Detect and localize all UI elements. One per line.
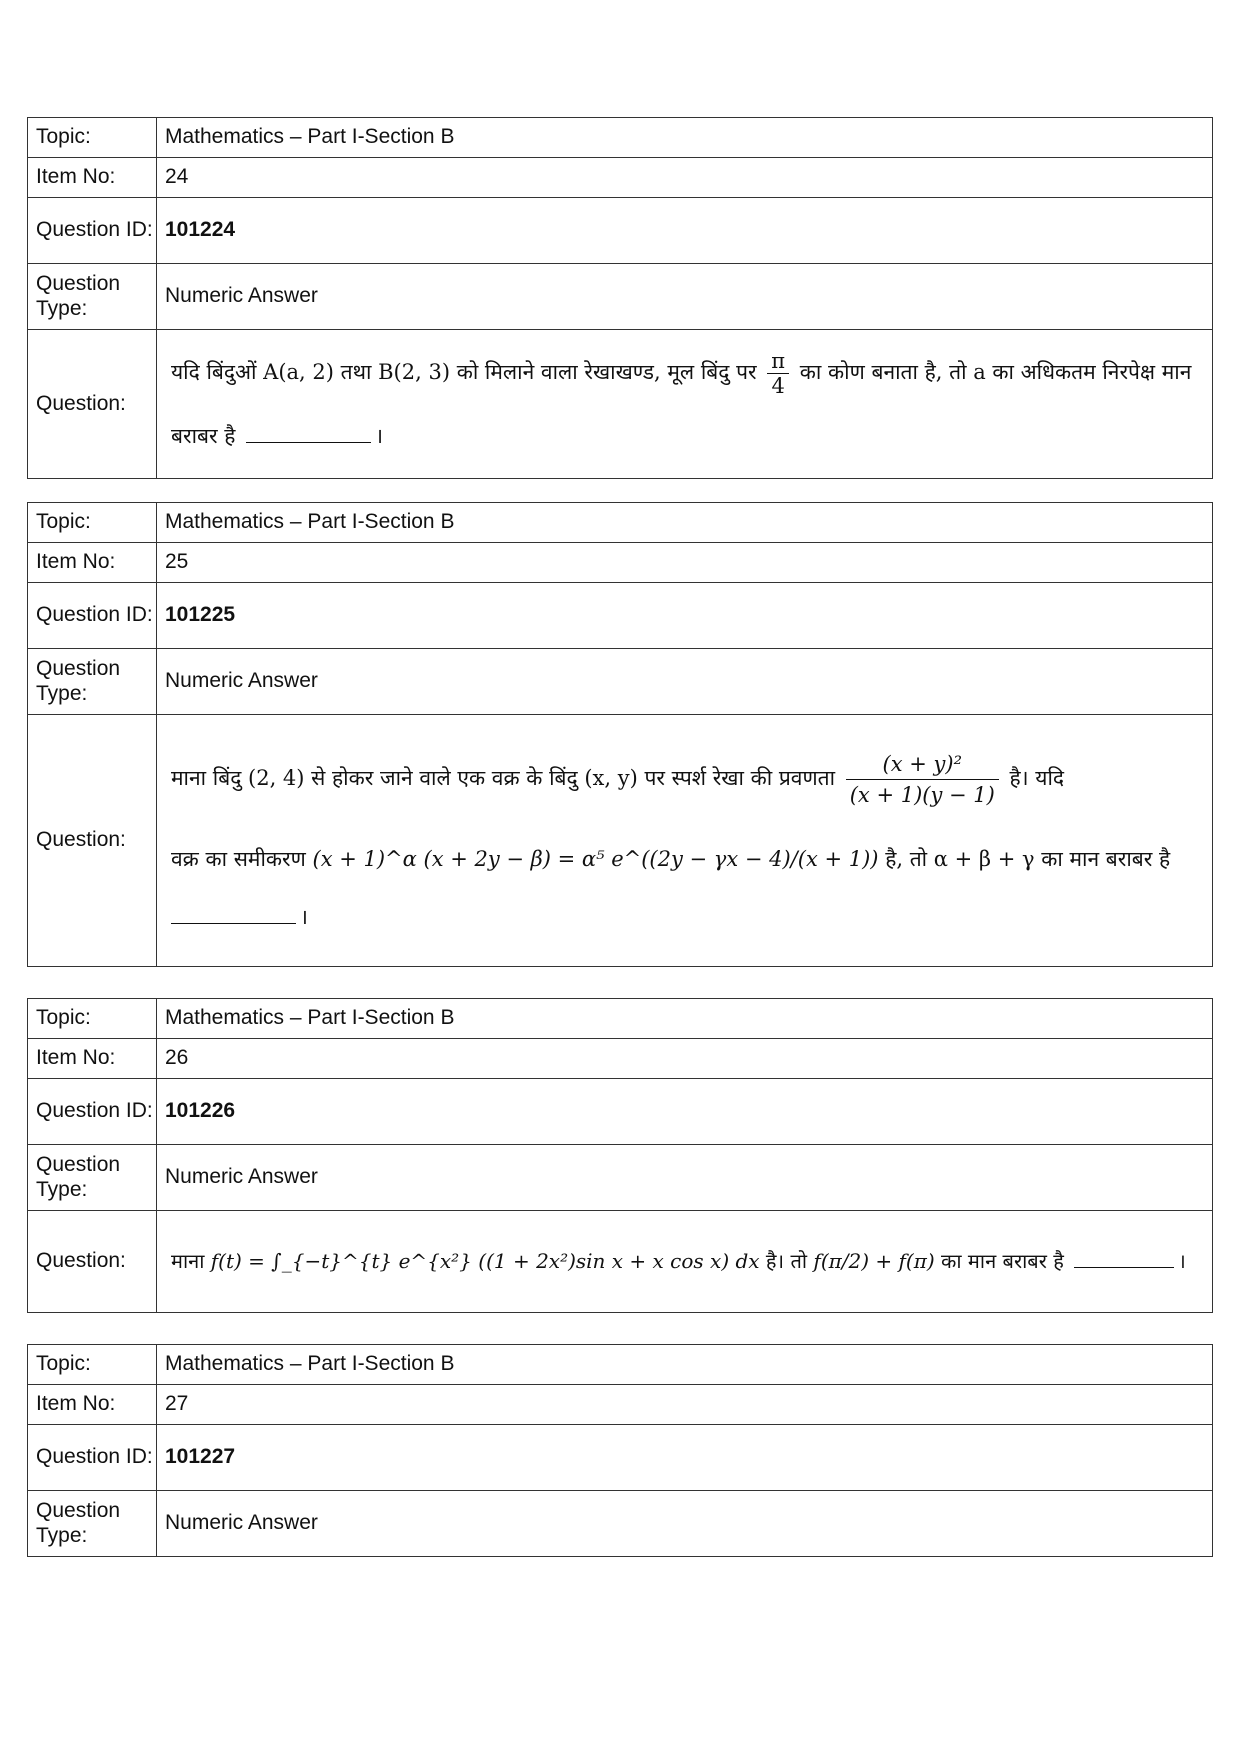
question-post: का कोण बनाता है, तो a का अधिकतम निरपेक्ष मान बराबर है <box>171 360 1192 448</box>
topic-label: Topic: <box>28 503 157 543</box>
question-type-value: Numeric Answer <box>157 649 1213 715</box>
fraction-denominator: (x + 1)(y − 1) <box>849 783 995 807</box>
answer-blank <box>171 923 296 924</box>
item-no-label: Item No: <box>28 543 157 583</box>
question-block-27 <box>27 1344 1213 1557</box>
curve-equation: (x + 1)^α (x + 2y − β) = α⁵ e^((2y − γx − 4)/(x + 1)) <box>312 847 879 871</box>
fraction-numerator: (x + y)² <box>846 749 999 780</box>
item-no-value: 27 <box>157 1385 1213 1425</box>
question-type-label: Question Type: <box>28 1491 157 1557</box>
question-label: Question: <box>28 715 157 967</box>
question-text <box>157 715 1213 967</box>
question-id-value: 101225 <box>157 583 1213 649</box>
question-pre: माना <box>171 1249 205 1273</box>
question-type-label: Question Type: <box>28 264 157 330</box>
question-post: का मान बराबर है <box>941 1249 1064 1273</box>
question-mid: है। यदि <box>1009 766 1065 790</box>
item-no-label: Item No: <box>28 1385 157 1425</box>
question-end: । <box>1178 1249 1186 1273</box>
question-type-value: Numeric Answer <box>157 264 1213 330</box>
question-id-value: 101226 <box>157 1079 1213 1145</box>
answer-blank <box>1074 1267 1174 1268</box>
item-no-label: Item No: <box>28 158 157 198</box>
item-no-value: 25 <box>157 543 1213 583</box>
question-id-label: Question ID: <box>28 1425 157 1491</box>
function-sum: f(π/2) + f(π) <box>813 1249 935 1273</box>
question-type-value: Numeric Answer <box>157 1491 1213 1557</box>
question-mid: है। तो <box>765 1249 808 1273</box>
question-id-label: Question ID: <box>28 1079 157 1145</box>
pi-over-4-fraction <box>767 349 789 398</box>
fraction-denominator: 4 <box>771 374 785 398</box>
topic-label: Topic: <box>28 1345 157 1385</box>
item-no-value: 24 <box>157 158 1213 198</box>
question-id-label: Question ID: <box>28 198 157 264</box>
slope-fraction <box>846 749 999 810</box>
question-label: Question: <box>28 330 157 479</box>
question-text <box>157 1211 1213 1313</box>
topic-value: Mathematics – Part I-Section B <box>157 1345 1213 1385</box>
topic-value: Mathematics – Part I-Section B <box>157 503 1213 543</box>
question-block-26 <box>27 998 1213 1313</box>
question-end: । <box>375 424 384 448</box>
topic-label: Topic: <box>28 118 157 158</box>
question-type-value: Numeric Answer <box>157 1145 1213 1211</box>
question-id-label: Question ID: <box>28 583 157 649</box>
item-no-value: 26 <box>157 1039 1213 1079</box>
question-end: । <box>300 905 308 929</box>
question-label: Question: <box>28 1211 157 1313</box>
integral-equation: f(t) = ∫_{−t}^{t} e^{x²} ((1 + 2x²)sin x + x cos x) dx <box>210 1249 760 1273</box>
fraction-numerator: π <box>767 349 789 374</box>
item-no-label: Item No: <box>28 1039 157 1079</box>
topic-value: Mathematics – Part I-Section B <box>157 999 1213 1039</box>
question-type-label: Question Type: <box>28 649 157 715</box>
answer-blank <box>246 442 371 443</box>
question-line2-post: है, तो α + β + γ का मान बराबर है <box>885 847 1171 871</box>
question-id-value: 101227 <box>157 1425 1213 1491</box>
question-text <box>157 330 1213 479</box>
question-block-24 <box>27 117 1213 479</box>
question-pre: यदि बिंदुओं A(a, 2) तथा B(2, 3) को मिलाने वाला रेखाखण्ड, मूल बिंदु पर <box>171 360 757 384</box>
topic-value: Mathematics – Part I-Section B <box>157 118 1213 158</box>
topic-label: Topic: <box>28 999 157 1039</box>
question-id-value: 101224 <box>157 198 1213 264</box>
question-line2-pre: वक्र का समीकरण <box>171 847 306 871</box>
question-pre: माना बिंदु (2, 4) से होकर जाने वाले एक वक्र के बिंदु (x, y) पर स्पर्श रेखा की प्रवणता <box>171 766 836 790</box>
question-block-25 <box>27 502 1213 967</box>
question-type-label: Question Type: <box>28 1145 157 1211</box>
